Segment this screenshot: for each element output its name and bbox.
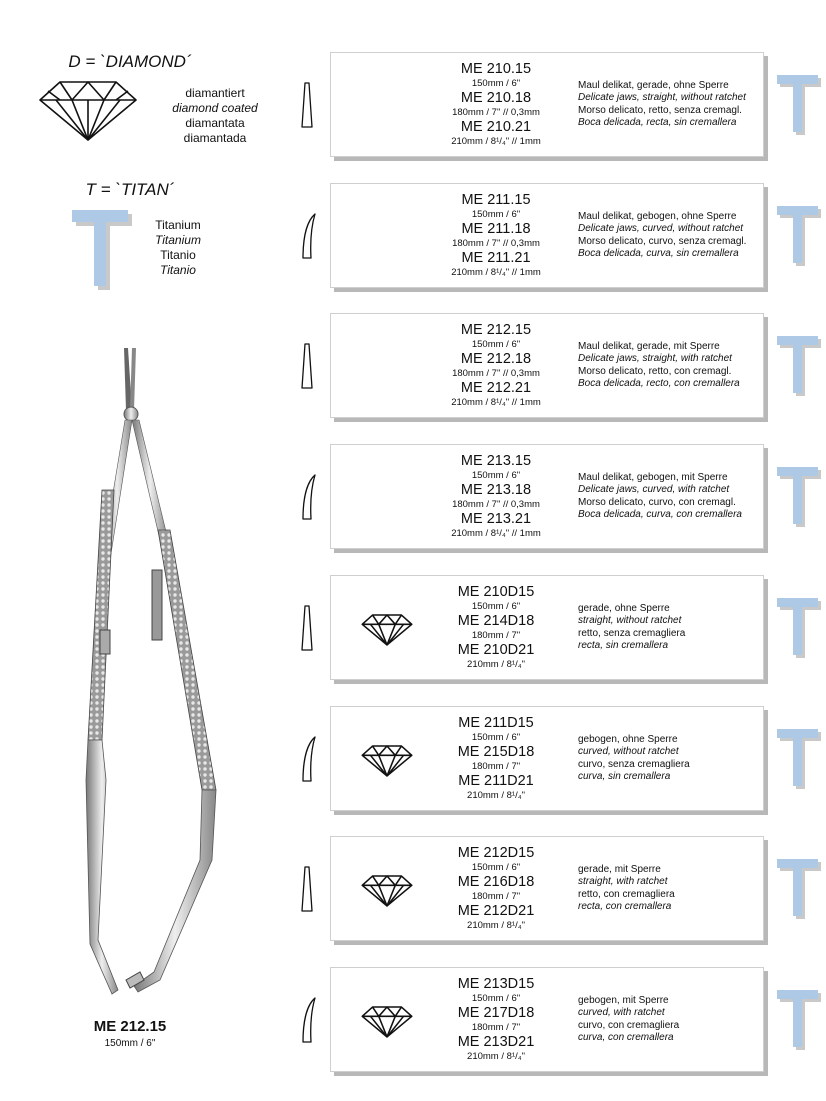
titan-t-icon (777, 990, 821, 1050)
titan-legend-title: T = `TITAN´ (85, 180, 175, 199)
product-codes: ME 212.15 150mm / 6" ME 212.18 180mm / 7" // 0,3mm ME 212.21 210mm / 8¹/₄" // 1mm (451, 322, 541, 408)
product-description: gerade, mit Sperre straight, with ratchet retto, con cremagliera recta, con cremallera (578, 863, 675, 912)
diamond-icon (361, 875, 413, 907)
product-codes: ME 213D15 150mm / 6" ME 217D18 180mm / 7" ME 213D21 210mm / 8¹/₄" (457, 976, 535, 1062)
product-codes: ME 212D15 150mm / 6" ME 216D18 180mm / 7" ME 212D21 210mm / 8¹/₄" (457, 845, 535, 931)
product-codes: ME 213.15 150mm / 6" ME 213.18 180mm / 7" // 0,3mm ME 213.21 210mm / 8¹/₄" // 1mm (451, 453, 541, 539)
titan-t-icon (777, 859, 821, 919)
straight-jaw-tip-icon (298, 604, 318, 654)
product-card (330, 444, 764, 549)
straight-jaw-tip-icon (298, 342, 318, 392)
product-codes: ME 210.15 150mm / 6" ME 210.18 180mm / 7" // 0,3mm ME 210.21 210mm / 8¹/₄" // 1mm (451, 61, 541, 147)
titan-t-icon (777, 598, 821, 658)
product-card (330, 183, 764, 288)
needle-holder-illustration (40, 340, 240, 1010)
product-card (330, 836, 764, 941)
product-description: Maul delikat, gerade, ohne Sperre Delicate jaws, straight, without ratchet Morso delicato, retto, senza cremagl. Boca delicada, recta, sin cremallera (578, 79, 746, 128)
product-description: Maul delikat, gerade, mit Sperre Delicate jaws, straight, with ratchet Morso delicato, retto, con cremagl. Boca delicada, recto, con cremallera (578, 340, 740, 389)
product-description: Maul delikat, gebogen, ohne Sperre Delicate jaws, curved, without ratchet Morso delicato, curvo, senza cremagl. Boca delicada, curva, sin cremallera (578, 210, 747, 259)
product-card (330, 706, 764, 811)
product-description: gebogen, ohne Sperre curved, without ratchet curvo, senza cremagliera curva, sin cremallera (578, 733, 690, 782)
straight-jaw-tip-icon (298, 81, 318, 131)
product-card (330, 967, 764, 1072)
diamond-icon (38, 80, 138, 142)
diamond-icon (361, 614, 413, 646)
curved-jaw-tip-icon (298, 212, 318, 262)
product-codes: ME 210D15 150mm / 6" ME 214D18 180mm / 7" ME 210D21 210mm / 8¹/₄" (457, 584, 535, 670)
diamond-legend-title: D = `DIAMOND´ (68, 52, 192, 71)
diamond-legend-lines: diamantiert diamond coated diamantata diamantada (172, 86, 258, 145)
curved-jaw-tip-icon (298, 996, 318, 1046)
titan-t-icon (777, 729, 821, 789)
titan-t-icon (777, 467, 821, 527)
straight-jaw-tip-icon (298, 865, 318, 915)
diamond-icon (361, 745, 413, 777)
product-card (330, 575, 764, 680)
curved-jaw-tip-icon (298, 473, 318, 523)
curved-jaw-tip-icon (298, 735, 318, 785)
titan-legend-lines: Titanium Titanium Titanio Titanio (155, 218, 201, 277)
titan-t-icon (777, 336, 821, 396)
product-description: Maul delikat, gebogen, mit Sperre Delicate jaws, curved, with ratchet Morso delicato, curvo, con cremagl. Boca delicada, curva, con cremallera (578, 471, 742, 520)
product-codes: ME 211.15 150mm / 6" ME 211.18 180mm / 7" // 0,3mm ME 211.21 210mm / 8¹/₄" // 1mm (451, 192, 541, 278)
product-card (330, 52, 764, 157)
product-card (330, 313, 764, 418)
titan-t-icon (777, 206, 821, 266)
featured-dimension: 150mm / 6" (104, 1038, 156, 1049)
product-description: gerade, ohne Sperre straight, without ratchet retto, senza cremagliera recta, sin cremallera (578, 602, 686, 651)
featured-code: ME 212.15 (93, 1018, 167, 1035)
diamond-icon (361, 1006, 413, 1038)
titan-t-icon (777, 75, 821, 135)
product-description: gebogen, mit Sperre curved, with ratchet curvo, con cremagliera curva, con cremallera (578, 994, 680, 1043)
product-codes: ME 211D15 150mm / 6" ME 215D18 180mm / 7" ME 211D21 210mm / 8¹/₄" (457, 715, 535, 801)
